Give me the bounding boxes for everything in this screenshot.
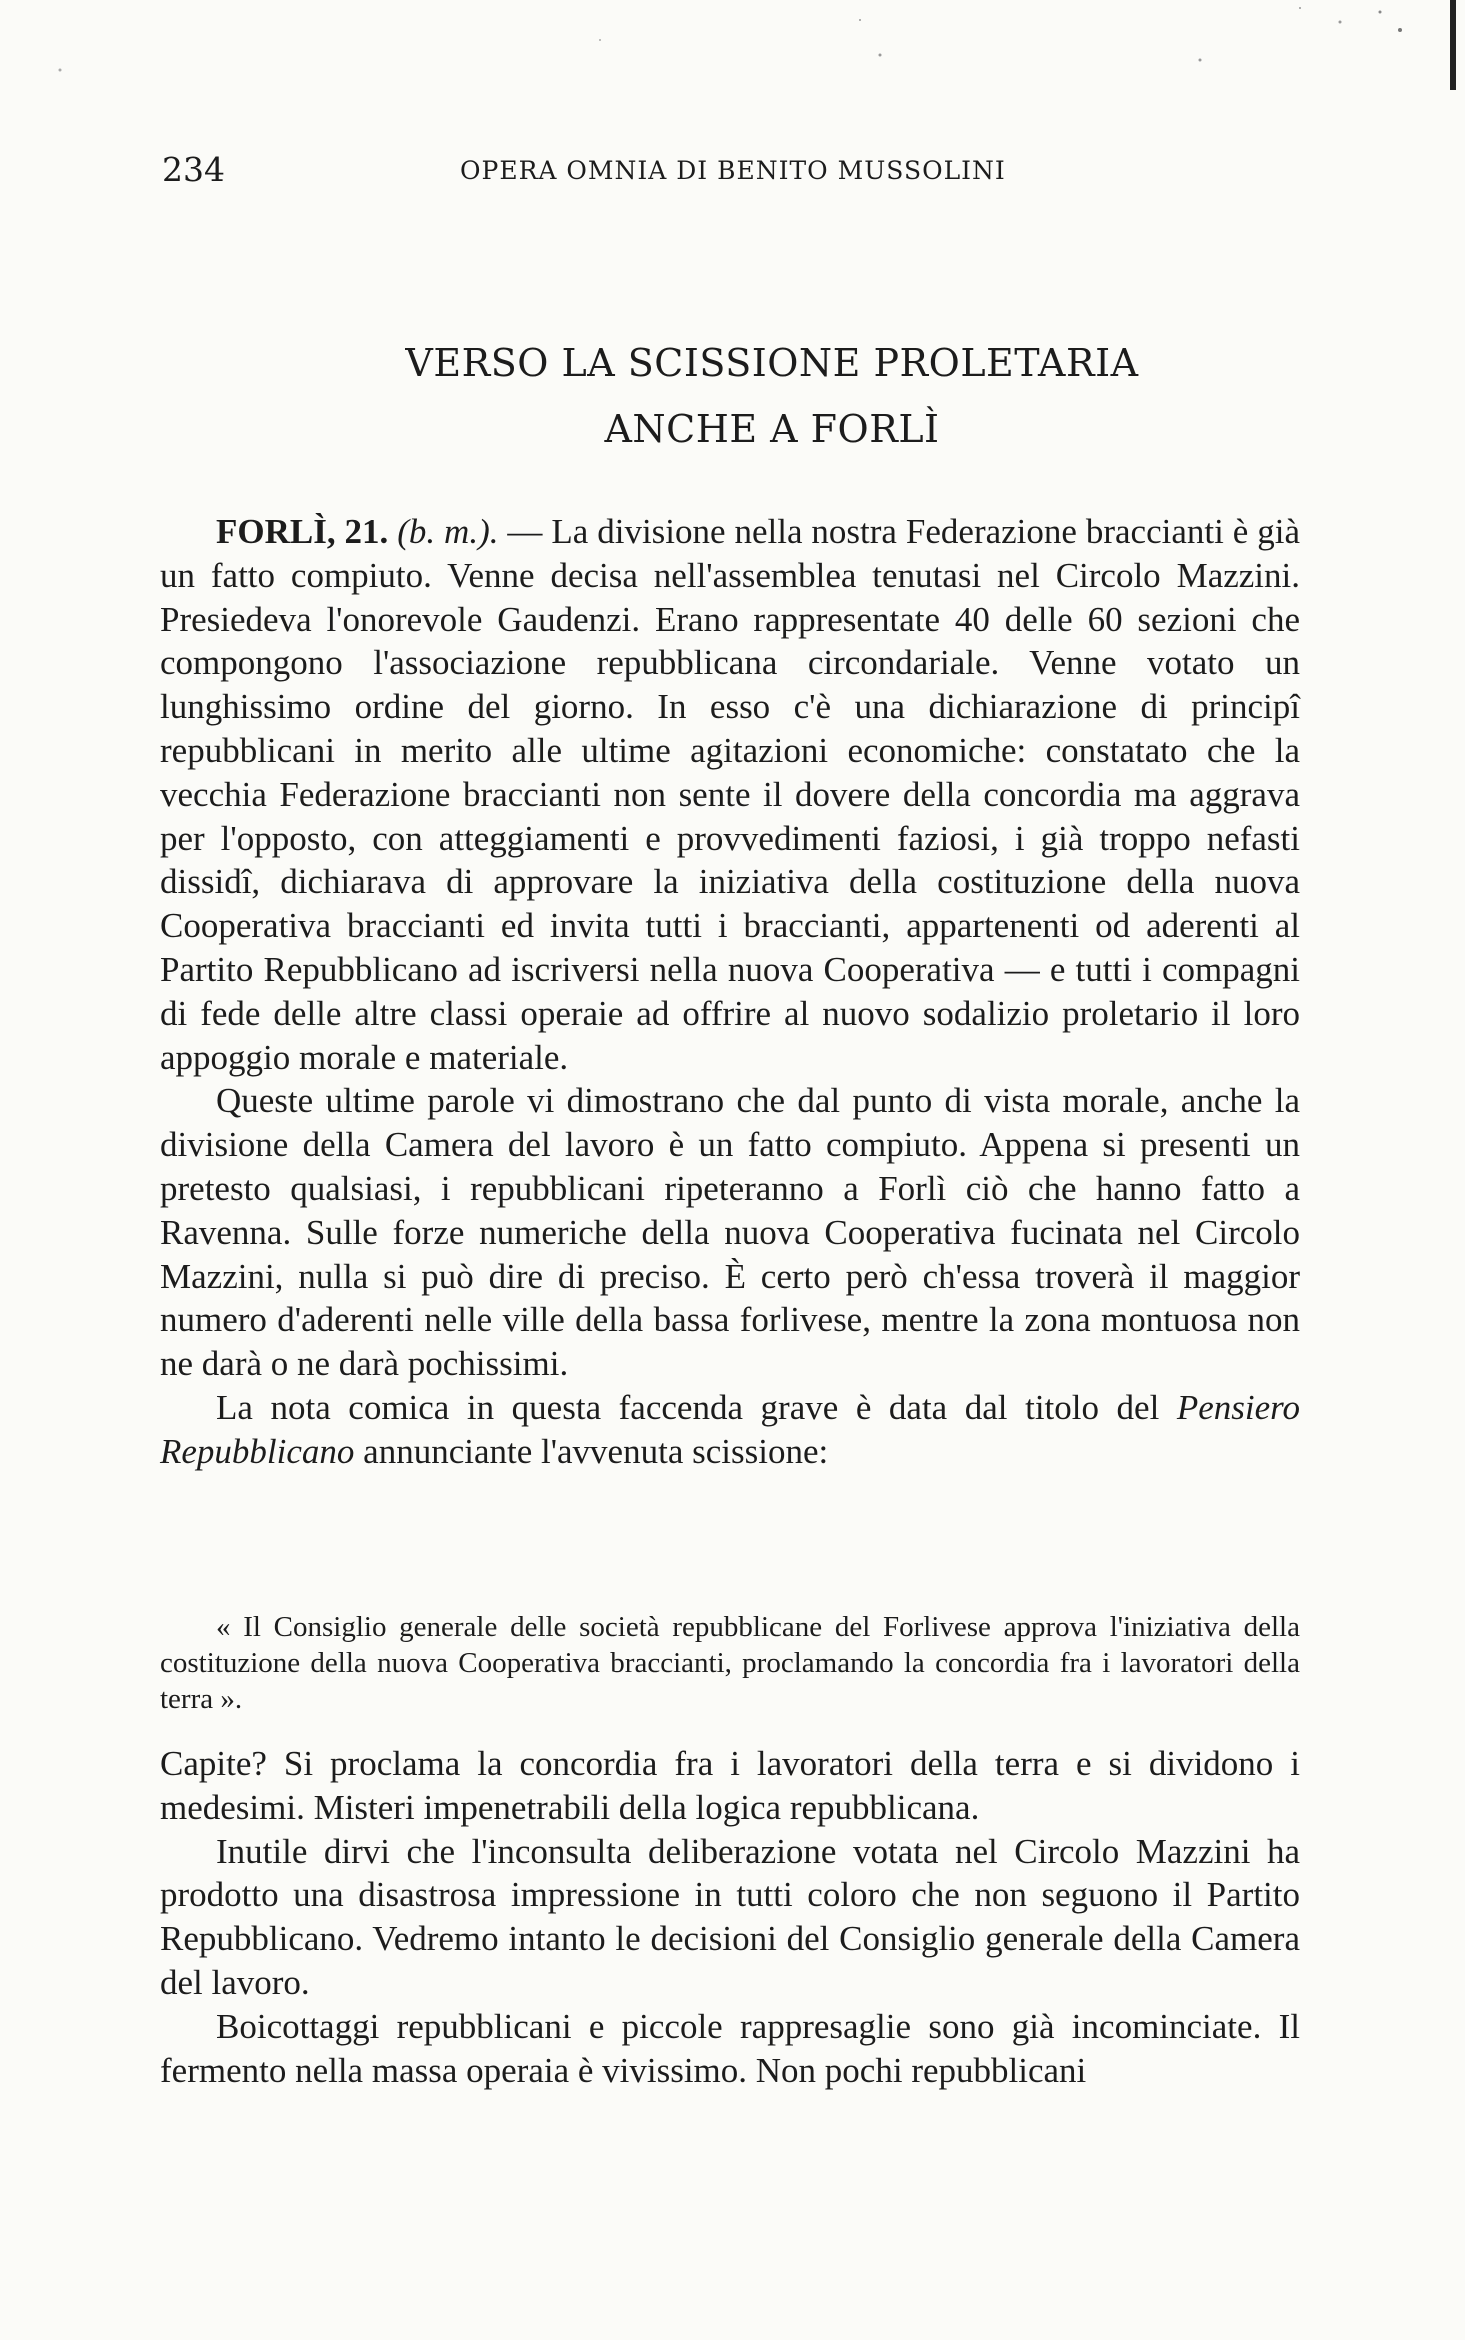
paragraph-1 [160, 510, 1300, 1079]
paragraph-6: Boicottaggi repubblicani e piccole rappresaglie sono già incominciate. Il fermento nella massa operaia è vivissimo. Non pochi repubblicani [160, 2006, 1300, 2090]
paragraph-5: Inutile dirvi che l'inconsulta deliberazione votata nel Circolo Mazzini ha prodotto una disastrosa impressione in tutti coloro che non seguono il Partito Repubblicano. Vedremo intanto le decisioni del Consiglio generale della Camera del lavoro. [160, 1831, 1300, 2002]
newspaper-title: Pensiero Repubblicano [160, 1387, 1300, 1471]
dateline: FORLÌ, 21. [216, 512, 389, 551]
article-body-continued [160, 1742, 1300, 2092]
page-header [162, 150, 1302, 190]
paragraph-3-start: La nota comica in questa faccenda grave è data dal titolo del [216, 1387, 1177, 1427]
paragraph-4: Capite? Si proclama la concordia fra i lavoratori della terra e si dividono i medesimi. Misteri impenetrabili della logica repubblicana. [160, 1744, 1300, 1827]
title-line-2: ANCHE A FORLÌ [604, 407, 940, 451]
article-title [162, 330, 1302, 462]
block-quote: « Il Consiglio generale delle società repubblicane del Forlivese approva l'iniziativa della costituzione della nuova Cooperativa braccianti, proclamando la concordia fra i lavoratori della terra ». [160, 1611, 1300, 1715]
paragraph-2: Queste ultime parole vi dimostrano che dal punto di vista morale, anche la divisione della Camera del lavoro è un fatto compiuto. Appena si presenti un pretesto qualsiasi, i repubblicani ripeteranno a Forlì ciò che hanno fatto a Ravenna. Sulle forze numeriche della nuova Cooperativa fucinata nel Circolo Mazzini, nulla si può dire di preciso. È certo però ch'essa troverà il maggior numero d'aderenti nelle ville della bassa forlivese, mentre la zona montuosa non ne darà o ne darà pochissimi. [160, 1081, 1300, 1384]
paragraph-3-end: annunciante l'avvenuta scissione: [354, 1431, 829, 1471]
page-number: 234 [162, 150, 225, 189]
title-line-1: VERSO LA SCISSIONE PROLETARIA [405, 341, 1139, 385]
paragraph-1-text: — La divisione nella nostra Federazione braccianti è già un fatto compiuto. Venne decisa nell'assemblea tenutasi nel Circolo Mazzini. Presiedeva l'onorevole Gaudenzi. Erano rappresentate 40 delle 60 sezioni che compongono l'associazione repubblicana circondariale. Venne votato un lunghissimo ordine del giorno. In esso c'è una dichiarazione di principî repubblicani in merito alle ultime agitazioni economiche: constatato che la vecchia Federazione braccianti non sente il dovere della concordia ma aggrava per l'opposto, con atteggiamenti e provvedimenti faziosi, i già troppo nefasti dissidî, dichiarava di approvare la iniziativa della costituzione della nuova Cooperativa braccianti ed invita tutti i braccianti, appartenenti od aderenti al Partito Repubblicano ad iscriversi nella nuova Cooperativa — e tutti i compagni di fede delle altre classi operaie ad offrire al nuovo sodalizio proletario il loro appoggio morale e materiale. [160, 512, 1300, 1077]
article-body [160, 510, 1300, 1474]
byline: (b. m.). [397, 512, 499, 551]
scan-specks-decoration [0, 0, 1465, 120]
paragraph-3 [160, 1386, 1300, 1474]
running-head: OPERA OMNIA DI BENITO MUSSOLINI [460, 156, 1006, 185]
